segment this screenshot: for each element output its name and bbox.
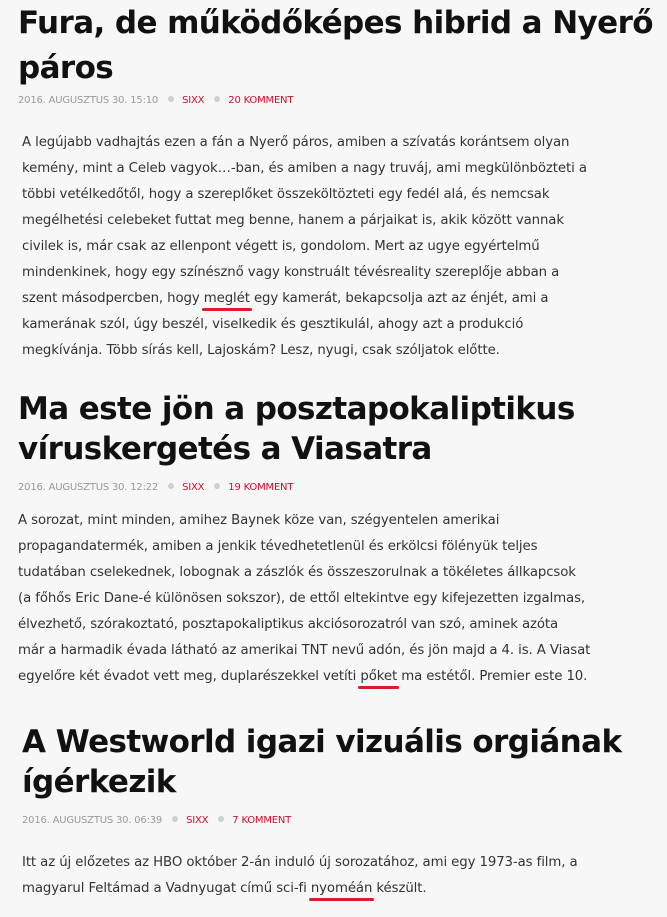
text-line: megélhetési celebeket futtat meg benne, hanem a párjaikat is, akik között vannak bbox=[22, 213, 564, 228]
title-line: Fura, de működőképes hibrid a Nyerő bbox=[18, 5, 653, 41]
text-line: Itt az új előzetes az HBO október 2-án induló új sorozatához, ami egy 1973-as film, a bbox=[22, 855, 578, 870]
channel-link[interactable]: SIXX bbox=[186, 815, 209, 826]
text-line: propagandatermék, amiben a jenkik tévedhetetlenül és erkölcsi fölényük teljes bbox=[18, 539, 538, 554]
highlighted-word: pőket bbox=[360, 664, 397, 690]
dot-separator bbox=[218, 816, 224, 822]
text-line: (a főhős Eric Dane-é különösen sokszor), de ettől eltekintve egy kifejezetten izgalmas, bbox=[18, 591, 586, 606]
title-line: víruskergetés a Viasatra bbox=[18, 431, 432, 467]
dot-separator bbox=[168, 483, 174, 489]
text-line: tudatában cselekednek, lobognak a zászlók és összeszorulnak a tökéletes állkapcsok bbox=[18, 565, 576, 580]
title-line: A Westworld igazi vizuális orgiának bbox=[22, 724, 622, 760]
text-line: már a harmadik évada látható az amerikai TNT nevű adón, és jön majd a 4. is. A Viasat bbox=[18, 643, 591, 658]
title-line: páros bbox=[18, 50, 114, 86]
article-meta bbox=[18, 94, 293, 108]
article-title[interactable] bbox=[18, 389, 575, 469]
comments-link[interactable]: 20 KOMMENT bbox=[228, 95, 294, 106]
text-line: kamerának szól, úgy beszél, viselkedik és gesztikulál, ahogy azt a produkció bbox=[22, 317, 524, 332]
text-line: A sorozat, mint minden, amihez Baynek köze van, szégyentelen amerikai bbox=[18, 513, 500, 528]
article-title[interactable] bbox=[18, 3, 653, 88]
text-line: A legújabb vadhajtás ezen a fán a Nyerő páros, amiben a szívatás korántsem olyan bbox=[22, 135, 570, 150]
dot-separator bbox=[214, 483, 220, 489]
text-segment: készült. bbox=[372, 881, 427, 896]
text-line: kemény, mint a Celeb vagyok…-ban, és amiben a nagy truváj, ami megkülönbözteti a bbox=[22, 161, 587, 176]
text-line bbox=[18, 664, 590, 690]
dot-separator bbox=[168, 96, 174, 102]
article-title[interactable] bbox=[22, 722, 622, 802]
article-meta bbox=[18, 481, 293, 495]
comments-link[interactable]: 7 KOMMENT bbox=[232, 815, 292, 826]
channel-link[interactable]: SIXX bbox=[182, 95, 205, 106]
text-segment: ma estétől. Premier este 10. bbox=[397, 669, 588, 684]
comments-link[interactable]: 19 KOMMENT bbox=[228, 482, 294, 493]
text-segment: szent másodpercben, hogy bbox=[22, 291, 204, 306]
article-excerpt bbox=[22, 850, 578, 902]
dot-separator bbox=[214, 96, 220, 102]
text-segment: egy kamerát, bekapcsolja azt az énjét, ami a bbox=[249, 291, 549, 306]
highlighted-word: meglét bbox=[204, 286, 250, 312]
text-line bbox=[22, 876, 578, 902]
title-line: ígérkezik bbox=[22, 764, 176, 800]
text-line: mindenkinek, hogy egy színésznő vagy konstruált tévésreality szereplője abban a bbox=[22, 265, 560, 280]
text-segment: magyarul Feltámad a Vadnyugat című sci-fi bbox=[22, 881, 311, 896]
text-line bbox=[22, 286, 587, 312]
title-line: Ma este jön a posztapokaliptikus bbox=[18, 391, 575, 427]
text-line: élvezhető, szórakoztató, posztapokaliptikus akciósorozatról van szó, aminek azóta bbox=[18, 617, 559, 632]
article-meta bbox=[22, 814, 291, 828]
text-line: többi vetélkedőtől, hogy a szereplőket összeköltözteti egy fedél alá, és nemcsak bbox=[22, 187, 550, 202]
article-date: 2016. AUGUSZTUS 30. 15:10 bbox=[18, 95, 159, 106]
article-excerpt bbox=[22, 130, 587, 364]
highlighted-word: nyoméán bbox=[311, 876, 372, 902]
article-date: 2016. AUGUSZTUS 30. 06:39 bbox=[22, 815, 163, 826]
dot-separator bbox=[172, 816, 178, 822]
text-line: civilek is, már csak az ellenpont végett is, gondolom. Mert az ugye egyértelmű bbox=[22, 239, 540, 254]
text-segment: egyelőre két évadot vett meg, duplarészekkel vetíti bbox=[18, 669, 361, 684]
article-excerpt bbox=[18, 508, 590, 690]
text-line: megkívánja. Több sírás kell, Lajoskám? Lesz, nyugi, csak szóljatok előtte. bbox=[22, 343, 500, 358]
channel-link[interactable]: SIXX bbox=[182, 482, 205, 493]
article-date: 2016. AUGUSZTUS 30. 12:22 bbox=[18, 482, 159, 493]
